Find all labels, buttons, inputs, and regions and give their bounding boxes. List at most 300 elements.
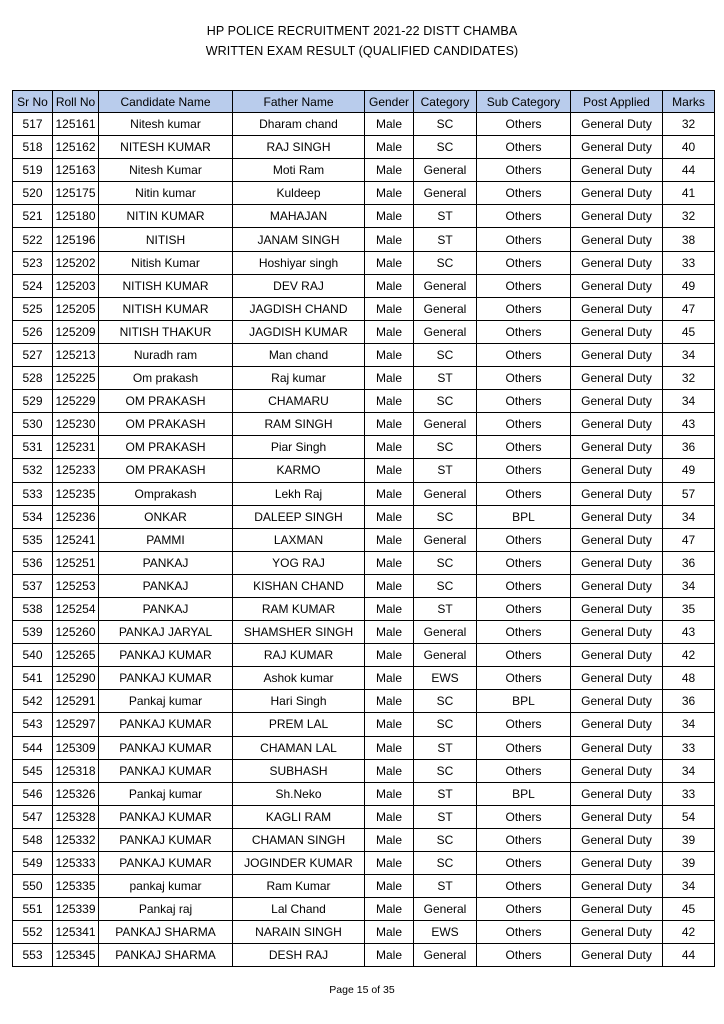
post-applied-cell: General Duty [571, 113, 663, 136]
gender-cell: Male [365, 644, 414, 667]
gender-cell: Male [365, 805, 414, 828]
sub-category-cell: Others [477, 759, 571, 782]
roll-no-cell: 125335 [53, 875, 99, 898]
category-cell: ST [414, 805, 477, 828]
table-row [13, 205, 715, 228]
father-name-cell: JAGDISH CHAND [233, 297, 365, 320]
marks-cell: 34 [663, 505, 715, 528]
marks-cell: 32 [663, 113, 715, 136]
table-row [13, 390, 715, 413]
table-row [13, 228, 715, 251]
father-name-cell: Hoshiyar singh [233, 251, 365, 274]
sub-category-cell: Others [477, 944, 571, 967]
gender-cell: Male [365, 182, 414, 205]
post-applied-cell: General Duty [571, 944, 663, 967]
sub-category-cell: Others [477, 320, 571, 343]
candidate-name-cell: Pankaj kumar [99, 782, 233, 805]
category-cell: General [414, 413, 477, 436]
gender-cell: Male [365, 759, 414, 782]
sr-no-cell: 524 [13, 274, 53, 297]
roll-no-cell: 125233 [53, 459, 99, 482]
table-row [13, 921, 715, 944]
post-applied-cell: General Duty [571, 436, 663, 459]
marks-cell: 36 [663, 551, 715, 574]
candidate-name-cell: Omprakash [99, 482, 233, 505]
sr-no-cell: 534 [13, 505, 53, 528]
sr-no-cell: 543 [13, 713, 53, 736]
sub-category-cell: Others [477, 736, 571, 759]
marks-cell: 44 [663, 159, 715, 182]
category-cell: General [414, 297, 477, 320]
category-cell: ST [414, 367, 477, 390]
post-applied-cell: General Duty [571, 921, 663, 944]
post-applied-cell: General Duty [571, 367, 663, 390]
sr-no-cell: 553 [13, 944, 53, 967]
document-subtitle: WRITTEN EXAM RESULT (QUALIFIED CANDIDATES) [205, 44, 519, 58]
marks-cell: 39 [663, 828, 715, 851]
table-row [13, 805, 715, 828]
candidate-name-cell: NITISH KUMAR [99, 274, 233, 297]
father-name-cell: SHAMSHER SINGH [233, 621, 365, 644]
post-applied-cell: General Duty [571, 551, 663, 574]
post-applied-cell: General Duty [571, 574, 663, 597]
father-name-cell: NARAIN SINGH [233, 921, 365, 944]
roll-no-cell: 125265 [53, 644, 99, 667]
category-cell: General [414, 159, 477, 182]
sub-category-cell: Others [477, 621, 571, 644]
gender-cell: Male [365, 159, 414, 182]
table-row [13, 759, 715, 782]
sr-no-cell: 520 [13, 182, 53, 205]
post-applied-cell: General Duty [571, 505, 663, 528]
father-name-cell: RAJ KUMAR [233, 644, 365, 667]
roll-no-cell: 125291 [53, 690, 99, 713]
category-cell: SC [414, 690, 477, 713]
sr-no-cell: 540 [13, 644, 53, 667]
gender-cell: Male [365, 367, 414, 390]
post-applied-cell: General Duty [571, 528, 663, 551]
roll-no-cell: 125236 [53, 505, 99, 528]
table-row [13, 343, 715, 366]
father-name-cell: CHAMAN SINGH [233, 828, 365, 851]
marks-cell: 54 [663, 805, 715, 828]
gender-cell: Male [365, 136, 414, 159]
candidate-name-cell: PANKAJ SHARMA [99, 921, 233, 944]
category-cell: ST [414, 228, 477, 251]
roll-no-cell: 125241 [53, 528, 99, 551]
candidate-name-cell: Nitin kumar [99, 182, 233, 205]
candidate-name-cell: pankaj kumar [99, 875, 233, 898]
column-header-father-name: Father Name [233, 91, 365, 113]
sub-category-cell: Others [477, 482, 571, 505]
roll-no-cell: 125251 [53, 551, 99, 574]
gender-cell: Male [365, 898, 414, 921]
post-applied-cell: General Duty [571, 690, 663, 713]
candidate-name-cell: OM PRAKASH [99, 436, 233, 459]
sub-category-cell: Others [477, 113, 571, 136]
category-cell: General [414, 898, 477, 921]
sub-category-cell: Others [477, 367, 571, 390]
father-name-cell: SUBHASH [233, 759, 365, 782]
marks-cell: 34 [663, 574, 715, 597]
sr-no-cell: 541 [13, 667, 53, 690]
marks-cell: 39 [663, 852, 715, 875]
father-name-cell: RAM KUMAR [233, 597, 365, 620]
gender-cell: Male [365, 828, 414, 851]
column-header-candidate-name: Candidate Name [99, 91, 233, 113]
marks-cell: 38 [663, 228, 715, 251]
sr-no-cell: 526 [13, 320, 53, 343]
sub-category-cell: Others [477, 644, 571, 667]
category-cell: General [414, 644, 477, 667]
sr-no-cell: 535 [13, 528, 53, 551]
gender-cell: Male [365, 113, 414, 136]
candidate-name-cell: OM PRAKASH [99, 459, 233, 482]
roll-no-cell: 125162 [53, 136, 99, 159]
roll-no-cell: 125229 [53, 390, 99, 413]
category-cell: ST [414, 782, 477, 805]
post-applied-cell: General Duty [571, 297, 663, 320]
roll-no-cell: 125203 [53, 274, 99, 297]
sub-category-cell: Others [477, 713, 571, 736]
marks-cell: 49 [663, 459, 715, 482]
category-cell: EWS [414, 667, 477, 690]
candidate-name-cell: OM PRAKASH [99, 390, 233, 413]
post-applied-cell: General Duty [571, 251, 663, 274]
candidate-name-cell: Nitish Kumar [99, 251, 233, 274]
marks-cell: 47 [663, 297, 715, 320]
gender-cell: Male [365, 621, 414, 644]
candidate-name-cell: NITISH [99, 228, 233, 251]
sr-no-cell: 544 [13, 736, 53, 759]
category-cell: ST [414, 597, 477, 620]
table-header-row [13, 91, 715, 113]
category-cell: ST [414, 205, 477, 228]
post-applied-cell: General Duty [571, 182, 663, 205]
marks-cell: 34 [663, 343, 715, 366]
marks-cell: 34 [663, 759, 715, 782]
father-name-cell: Raj kumar [233, 367, 365, 390]
marks-cell: 43 [663, 621, 715, 644]
table-row [13, 644, 715, 667]
candidate-name-cell: PANKAJ KUMAR [99, 805, 233, 828]
roll-no-cell: 125339 [53, 898, 99, 921]
father-name-cell: KAGLI RAM [233, 805, 365, 828]
father-name-cell: Ashok kumar [233, 667, 365, 690]
sr-no-cell: 519 [13, 159, 53, 182]
sr-no-cell: 517 [13, 113, 53, 136]
marks-cell: 48 [663, 667, 715, 690]
category-cell: General [414, 182, 477, 205]
roll-no-cell: 125297 [53, 713, 99, 736]
category-cell: General [414, 274, 477, 297]
gender-cell: Male [365, 297, 414, 320]
marks-cell: 32 [663, 367, 715, 390]
roll-no-cell: 125333 [53, 852, 99, 875]
sr-no-cell: 547 [13, 805, 53, 828]
table-row [13, 828, 715, 851]
father-name-cell: Man chand [233, 343, 365, 366]
gender-cell: Male [365, 413, 414, 436]
sr-no-cell: 523 [13, 251, 53, 274]
father-name-cell: Kuldeep [233, 182, 365, 205]
sr-no-cell: 527 [13, 343, 53, 366]
sub-category-cell: Others [477, 413, 571, 436]
roll-no-cell: 125326 [53, 782, 99, 805]
sr-no-cell: 538 [13, 597, 53, 620]
table-row [13, 852, 715, 875]
table-row [13, 297, 715, 320]
gender-cell: Male [365, 390, 414, 413]
table-row [13, 597, 715, 620]
sr-no-cell: 528 [13, 367, 53, 390]
sub-category-cell: BPL [477, 782, 571, 805]
table-row [13, 136, 715, 159]
table-row [13, 436, 715, 459]
sub-category-cell: Others [477, 182, 571, 205]
sr-no-cell: 518 [13, 136, 53, 159]
sr-no-cell: 521 [13, 205, 53, 228]
roll-no-cell: 125309 [53, 736, 99, 759]
candidate-name-cell: PANKAJ KUMAR [99, 667, 233, 690]
candidate-name-cell: PANKAJ KUMAR [99, 759, 233, 782]
candidate-name-cell: Om prakash [99, 367, 233, 390]
roll-no-cell: 125175 [53, 182, 99, 205]
table-row [13, 667, 715, 690]
candidate-name-cell: Pankaj kumar [99, 690, 233, 713]
roll-no-cell: 125230 [53, 413, 99, 436]
marks-cell: 33 [663, 251, 715, 274]
father-name-cell: Lal Chand [233, 898, 365, 921]
marks-cell: 42 [663, 644, 715, 667]
category-cell: SC [414, 505, 477, 528]
results-table [12, 90, 715, 967]
post-applied-cell: General Duty [571, 320, 663, 343]
gender-cell: Male [365, 551, 414, 574]
candidate-name-cell: Pankaj raj [99, 898, 233, 921]
category-cell: ST [414, 736, 477, 759]
gender-cell: Male [365, 320, 414, 343]
column-header-roll-no: Roll No [53, 91, 99, 113]
candidate-name-cell: PAMMI [99, 528, 233, 551]
post-applied-cell: General Duty [571, 413, 663, 436]
candidate-name-cell: NITISH KUMAR [99, 297, 233, 320]
table-row [13, 505, 715, 528]
sub-category-cell: Others [477, 528, 571, 551]
category-cell: General [414, 528, 477, 551]
document-title: HP POLICE RECRUITMENT 2021-22 DISTT CHAMBA [206, 24, 518, 38]
table-row [13, 898, 715, 921]
sub-category-cell: Others [477, 251, 571, 274]
candidate-name-cell: PANKAJ KUMAR [99, 852, 233, 875]
marks-cell: 33 [663, 782, 715, 805]
post-applied-cell: General Duty [571, 390, 663, 413]
gender-cell: Male [365, 459, 414, 482]
candidate-name-cell: Nitesh kumar [99, 113, 233, 136]
column-header-sr-no: Sr No [13, 91, 53, 113]
column-header-sub-category: Sub Category [477, 91, 571, 113]
father-name-cell: PREM LAL [233, 713, 365, 736]
sr-no-cell: 529 [13, 390, 53, 413]
column-header-post-applied: Post Applied [571, 91, 663, 113]
column-header-marks: Marks [663, 91, 715, 113]
sub-category-cell: BPL [477, 505, 571, 528]
post-applied-cell: General Duty [571, 597, 663, 620]
roll-no-cell: 125163 [53, 159, 99, 182]
roll-no-cell: 125213 [53, 343, 99, 366]
sub-category-cell: Others [477, 597, 571, 620]
candidate-name-cell: PANKAJ KUMAR [99, 713, 233, 736]
sub-category-cell: Others [477, 852, 571, 875]
sub-category-cell: Others [477, 828, 571, 851]
gender-cell: Male [365, 782, 414, 805]
marks-cell: 34 [663, 390, 715, 413]
post-applied-cell: General Duty [571, 228, 663, 251]
sr-no-cell: 549 [13, 852, 53, 875]
post-applied-cell: General Duty [571, 805, 663, 828]
table-row [13, 251, 715, 274]
column-header-gender: Gender [365, 91, 414, 113]
gender-cell: Male [365, 875, 414, 898]
post-applied-cell: General Duty [571, 875, 663, 898]
candidate-name-cell: PANKAJ JARYAL [99, 621, 233, 644]
sub-category-cell: Others [477, 459, 571, 482]
table-row [13, 713, 715, 736]
category-cell: SC [414, 551, 477, 574]
gender-cell: Male [365, 343, 414, 366]
gender-cell: Male [365, 574, 414, 597]
marks-cell: 41 [663, 182, 715, 205]
category-cell: ST [414, 875, 477, 898]
sr-no-cell: 525 [13, 297, 53, 320]
marks-cell: 44 [663, 944, 715, 967]
marks-cell: 35 [663, 597, 715, 620]
father-name-cell: JAGDISH KUMAR [233, 320, 365, 343]
roll-no-cell: 125253 [53, 574, 99, 597]
roll-no-cell: 125180 [53, 205, 99, 228]
candidate-name-cell: NITISH THAKUR [99, 320, 233, 343]
father-name-cell: RAM SINGH [233, 413, 365, 436]
marks-cell: 43 [663, 413, 715, 436]
sr-no-cell: 536 [13, 551, 53, 574]
post-applied-cell: General Duty [571, 667, 663, 690]
roll-no-cell: 125209 [53, 320, 99, 343]
marks-cell: 36 [663, 690, 715, 713]
father-name-cell: Ram Kumar [233, 875, 365, 898]
sr-no-cell: 531 [13, 436, 53, 459]
post-applied-cell: General Duty [571, 828, 663, 851]
gender-cell: Male [365, 274, 414, 297]
gender-cell: Male [365, 228, 414, 251]
marks-cell: 40 [663, 136, 715, 159]
gender-cell: Male [365, 597, 414, 620]
father-name-cell: Sh.Neko [233, 782, 365, 805]
category-cell: SC [414, 713, 477, 736]
category-cell: SC [414, 113, 477, 136]
roll-no-cell: 125318 [53, 759, 99, 782]
table-row [13, 736, 715, 759]
father-name-cell: DALEEP SINGH [233, 505, 365, 528]
category-cell: SC [414, 136, 477, 159]
sr-no-cell: 532 [13, 459, 53, 482]
candidate-name-cell: PANKAJ KUMAR [99, 736, 233, 759]
post-applied-cell: General Duty [571, 782, 663, 805]
sub-category-cell: BPL [477, 690, 571, 713]
post-applied-cell: General Duty [571, 621, 663, 644]
marks-cell: 42 [663, 921, 715, 944]
candidate-name-cell: PANKAJ KUMAR [99, 828, 233, 851]
sub-category-cell: Others [477, 205, 571, 228]
sr-no-cell: 545 [13, 759, 53, 782]
category-cell: SC [414, 852, 477, 875]
roll-no-cell: 125345 [53, 944, 99, 967]
gender-cell: Male [365, 736, 414, 759]
marks-cell: 45 [663, 898, 715, 921]
category-cell: General [414, 621, 477, 644]
gender-cell: Male [365, 713, 414, 736]
sub-category-cell: Others [477, 297, 571, 320]
category-cell: SC [414, 828, 477, 851]
category-cell: SC [414, 343, 477, 366]
table-row [13, 182, 715, 205]
father-name-cell: KISHAN CHAND [233, 574, 365, 597]
post-applied-cell: General Duty [571, 713, 663, 736]
table-row [13, 482, 715, 505]
father-name-cell: Dharam chand [233, 113, 365, 136]
gender-cell: Male [365, 205, 414, 228]
category-cell: SC [414, 436, 477, 459]
father-name-cell: Lekh Raj [233, 482, 365, 505]
father-name-cell: JOGINDER KUMAR [233, 852, 365, 875]
sub-category-cell: Others [477, 436, 571, 459]
gender-cell: Male [365, 944, 414, 967]
table-row [13, 320, 715, 343]
father-name-cell: DEV RAJ [233, 274, 365, 297]
table-row [13, 159, 715, 182]
sub-category-cell: Others [477, 574, 571, 597]
post-applied-cell: General Duty [571, 759, 663, 782]
sub-category-cell: Others [477, 343, 571, 366]
post-applied-cell: General Duty [571, 205, 663, 228]
candidate-name-cell: PANKAJ [99, 597, 233, 620]
table-row [13, 459, 715, 482]
marks-cell: 36 [663, 436, 715, 459]
post-applied-cell: General Duty [571, 274, 663, 297]
post-applied-cell: General Duty [571, 898, 663, 921]
sr-no-cell: 533 [13, 482, 53, 505]
table-row [13, 875, 715, 898]
candidate-name-cell: PANKAJ [99, 574, 233, 597]
marks-cell: 32 [663, 205, 715, 228]
table-row [13, 690, 715, 713]
gender-cell: Male [365, 436, 414, 459]
father-name-cell: Moti Ram [233, 159, 365, 182]
marks-cell: 47 [663, 528, 715, 551]
marks-cell: 34 [663, 713, 715, 736]
father-name-cell: RAJ SINGH [233, 136, 365, 159]
sr-no-cell: 552 [13, 921, 53, 944]
roll-no-cell: 125196 [53, 228, 99, 251]
category-cell: SC [414, 251, 477, 274]
post-applied-cell: General Duty [571, 736, 663, 759]
roll-no-cell: 125260 [53, 621, 99, 644]
roll-no-cell: 125161 [53, 113, 99, 136]
gender-cell: Male [365, 690, 414, 713]
table-body [13, 113, 715, 967]
category-cell: General [414, 320, 477, 343]
roll-no-cell: 125225 [53, 367, 99, 390]
marks-cell: 34 [663, 875, 715, 898]
